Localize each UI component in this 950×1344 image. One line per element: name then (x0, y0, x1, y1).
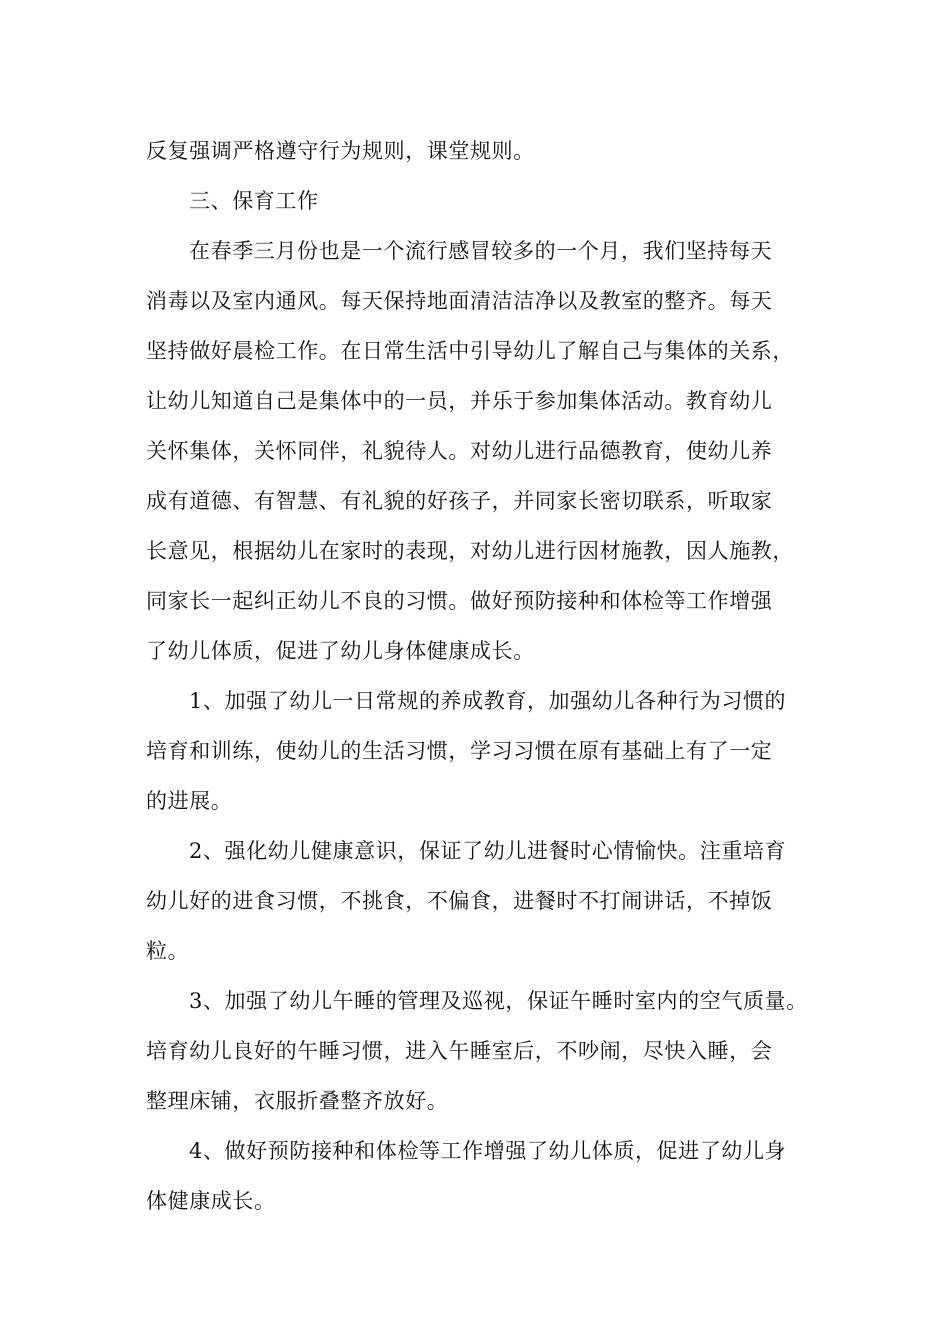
text-line: 3、加强了幼儿午睡的管理及巡视，保证午睡时室内的空气质量。 (189, 989, 808, 1013)
text-line: 了幼儿体质，促进了幼儿身体健康成长。 (146, 639, 535, 663)
text-line: 同家长一起纠正幼儿不良的习惯。做好预防接种和体检等工作增强 (146, 589, 773, 613)
text-line: 2、强化幼儿健康意识，保证了幼儿进餐时心情愉快。注重培育 (189, 839, 787, 863)
text-line: 1、加强了幼儿一日常规的养成教育，加强幼儿各种行为习惯的 (189, 689, 787, 713)
text-line: 在春季三月份也是一个流行感冒较多的一个月，我们坚持每天 (189, 239, 773, 263)
text-line: 体健康成长。 (146, 1189, 276, 1213)
text-line: 幼儿好的进食习惯，不挑食，不偏食，进餐时不打闹讲话，不掉饭 (146, 889, 773, 913)
text-line: 消毒以及室内通风。每天保持地面清洁洁净以及教室的整齐。每天 (146, 289, 773, 313)
text-line: 整理床铺，衣服折叠整齐放好。 (146, 1089, 449, 1113)
text-line: 长意见，根据幼儿在家时的表现，对幼儿进行因材施教，因人施教， (146, 539, 794, 563)
text-line: 4、做好预防接种和体检等工作增强了幼儿体质，促进了幼儿身 (189, 1139, 787, 1163)
section-heading: 三、保育工作 (189, 189, 319, 213)
text-line: 成有道德、有智慧、有礼貌的好孩子，并同家长密切联系，听取家 (146, 489, 773, 513)
text-line: 反复强调严格遵守行为规则，课堂规则。 (146, 139, 535, 163)
text-line: 培育和训练，使幼儿的生活习惯，学习习惯在原有基础上有了一定 (146, 739, 773, 763)
text-line: 的进展。 (146, 789, 233, 813)
text-line: 坚持做好晨检工作。在日常生活中引导幼儿了解自己与集体的关系， (146, 339, 794, 363)
text-line: 让幼儿知道自己是集体中的一员，并乐于参加集体活动。教育幼儿 (146, 389, 773, 413)
text-line: 关怀集体，关怀同伴，礼貌待人。对幼儿进行品德教育，使幼儿养 (146, 439, 773, 463)
text-line: 粒。 (146, 939, 190, 963)
text-line: 培育幼儿良好的午睡习惯，进入午睡室后，不吵闹，尽快入睡，会 (146, 1039, 773, 1063)
